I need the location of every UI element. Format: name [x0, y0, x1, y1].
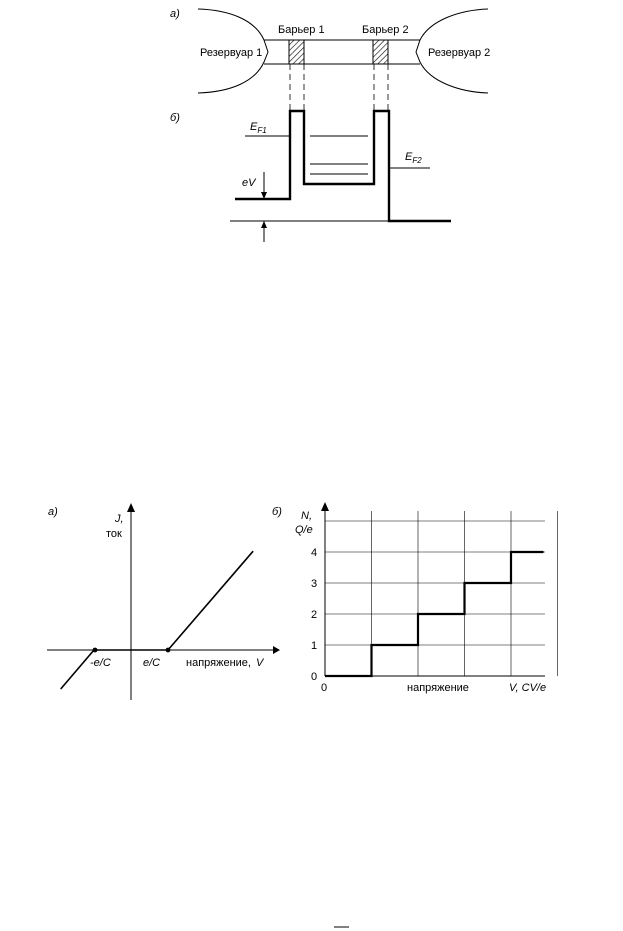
potential-profile — [235, 111, 451, 221]
reservoir2-label: Резервуар 2 — [428, 47, 491, 59]
x-label: напряжение — [407, 682, 469, 694]
top-panel-b-label: б) — [170, 112, 180, 124]
top-panel-a-label: а) — [170, 8, 180, 20]
point-pos — [166, 648, 171, 653]
tick-neg-label: -e/C — [90, 657, 111, 669]
grid — [325, 511, 558, 676]
bottom-panel-a-label: а) — [48, 506, 58, 518]
barrier1-label: Барьер 1 — [278, 24, 325, 36]
chart-iv — [47, 503, 280, 700]
y-label-2: ток — [106, 528, 122, 540]
top-figure — [170, 8, 490, 242]
iv-segment — [61, 650, 94, 689]
y-tick-label: 2 — [311, 609, 318, 621]
chart-staircase — [272, 502, 558, 694]
arrow-head — [261, 221, 267, 228]
x-var-label: V, CV/e — [509, 682, 547, 694]
x-label: напряжение, — [186, 657, 251, 669]
tick-pos-label: e/C — [143, 657, 161, 669]
bottom-panel-b-label: б) — [272, 506, 282, 518]
barrier1-hatched — [289, 40, 304, 64]
y-tick-label: 3 — [311, 578, 318, 590]
x-var-label: V — [256, 657, 264, 669]
reservoir1-label: Резервуар 1 — [200, 47, 263, 59]
y-tick-label: 1 — [311, 640, 318, 652]
y-label-1: J, — [115, 513, 124, 525]
ef2-label: $E_{F2}$ — [405, 151, 422, 165]
ev-label: eV — [242, 177, 256, 189]
x-axis-arrow — [273, 646, 280, 654]
y-axis-arrow — [321, 502, 329, 511]
ef1-label: $E_{F1}$ — [250, 121, 267, 135]
point-neg — [93, 648, 98, 653]
y-tick-labels — [311, 547, 317, 683]
y-axis-arrow — [127, 503, 135, 512]
y-label-1: N, — [301, 510, 312, 522]
y-tick-label: 4 — [311, 547, 318, 559]
barrier2-label: Барьер 2 — [362, 24, 409, 36]
origin-label: 0 — [321, 682, 328, 694]
iv-segment — [168, 551, 253, 650]
barrier2-hatched — [373, 40, 388, 64]
y-tick-label: 0 — [311, 671, 318, 683]
y-label-2: Q/e — [295, 524, 313, 536]
